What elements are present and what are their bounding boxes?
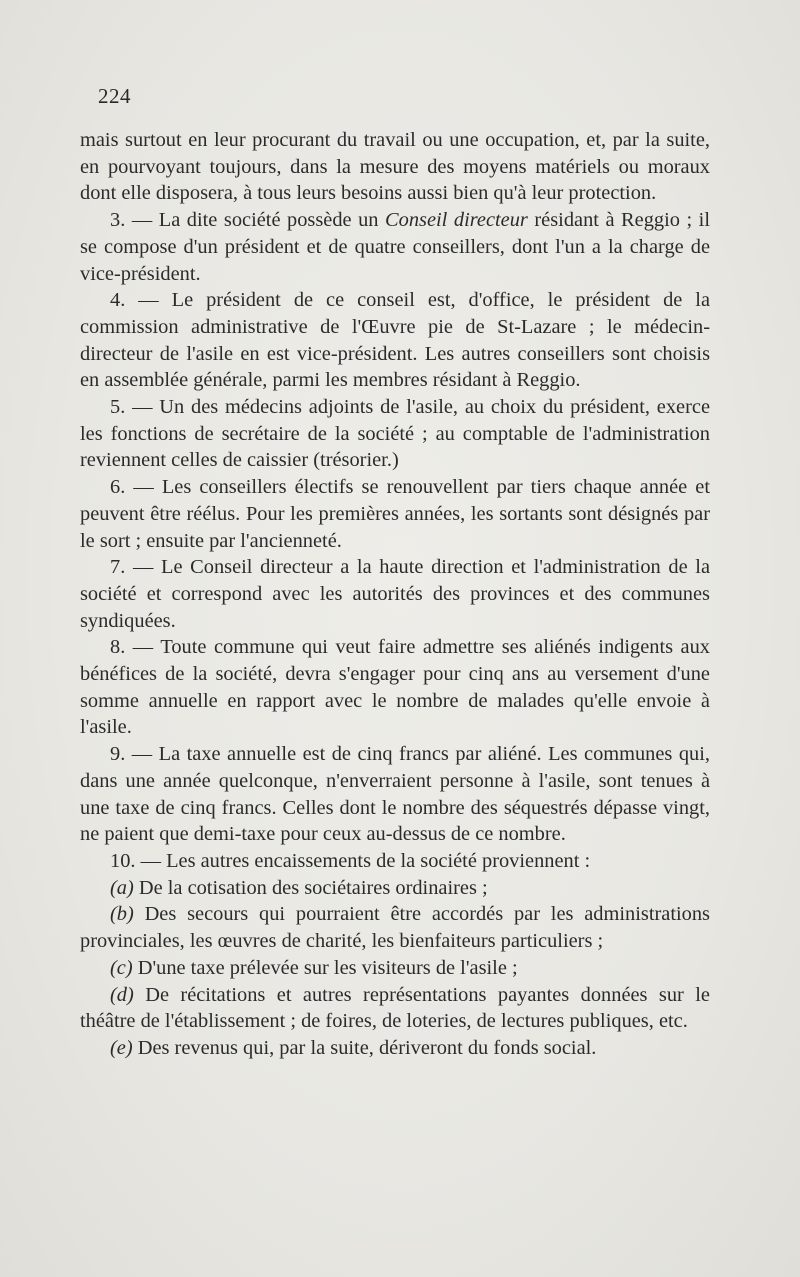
article-3-text-end: résidant à Reggio ; il se compose d'un président et de quatre conseillers, dont l'un a la charge de vice-président. bbox=[80, 209, 710, 285]
list-item-c bbox=[80, 955, 710, 982]
page-body bbox=[80, 127, 710, 1062]
article-3-text-start: 3. — La dite société possède un bbox=[110, 209, 386, 232]
list-item-a bbox=[80, 875, 710, 902]
article-5: 5. — Un des médecins adjoints de l'asile, au choix du président, exerce les fonctions de secrétaire de la société ; au comptable de l'administration reviennent celles de caissier (trésorier.) bbox=[80, 396, 710, 472]
paragraph-continuation: mais surtout en leur procurant du travail ou une occupation, et, par la suite, en pourvoyant toujours, dans la mesure des moyens matériels ou moraux dont elle disposera, à tous leurs besoins aussi bien qu'à leur protection. bbox=[80, 129, 710, 205]
list-label-c: (c) bbox=[110, 956, 133, 979]
list-text-b: Des secours qui pourraient être accordés par les administrations provinciales, les œuvres de charité, les bienfaiteurs particuliers ; bbox=[80, 903, 710, 953]
list-label-e: (e) bbox=[110, 1036, 133, 1059]
list-label-b: (b) bbox=[110, 903, 134, 926]
article-6: 6. — Les conseillers électifs se renouvellent par tiers chaque année et peuvent être réélus. Pour les premières années, les sortants sont désignés par le sort ; ensuite par l'ancienneté. bbox=[80, 476, 710, 552]
list-item-d bbox=[80, 982, 710, 1035]
list-text-a: De la cotisation des sociétaires ordinaires ; bbox=[133, 876, 488, 899]
article-8: 8. — Toute commune qui veut faire admettre ses aliénés indigents aux bénéfices de la société, devra s'engager pour cinq ans au versement d'une somme annuelle en rapport avec le nombre de malades qu'elle envoie à l'asile. bbox=[80, 636, 710, 739]
list-label-a: (a) bbox=[110, 876, 134, 899]
page-number: 224 bbox=[98, 84, 131, 108]
list-text-d: De récitations et autres représentations payantes données sur le théâtre de l'établissement ; de foires, de loteries, de lectures publiques, etc. bbox=[80, 983, 710, 1033]
article-3 bbox=[80, 207, 710, 287]
article-10: 10. — Les autres encaissements de la société proviennent : bbox=[110, 849, 591, 872]
list-item-b bbox=[80, 901, 710, 954]
list-label-d: (d) bbox=[110, 983, 134, 1006]
list-text-c: D'une taxe prélevée sur les visiteurs de l'asile ; bbox=[132, 956, 518, 979]
list-item-e bbox=[80, 1035, 710, 1062]
article-7: 7. — Le Conseil directeur a la haute direction et l'administration de la société et correspond avec les autorités des provinces et des communes syndiquées. bbox=[80, 556, 710, 632]
article-4: 4. — Le président de ce conseil est, d'office, le président de la commission administrative de l'Œuvre pie de St-Lazare ; le médecin-directeur de l'asile en est vice-président. Les autres conseillers sont choisis en assemblée générale, parmi les membres résidant à Reggio. bbox=[80, 289, 710, 392]
article-9: 9. — La taxe annuelle est de cinq francs par aliéné. Les communes qui, dans une année quelconque, n'enverraient personne à l'asile, sont tenues à une taxe de cinq francs. Celles dont le nombre des séquestrés dépasse vingt, ne paient que demi-taxe pour ceux au-dessus de ce nombre. bbox=[80, 743, 710, 846]
article-3-italic-term: Conseil directeur bbox=[385, 209, 528, 232]
list-text-e: Des revenus qui, par la suite, dériveront du fonds social. bbox=[132, 1036, 597, 1059]
